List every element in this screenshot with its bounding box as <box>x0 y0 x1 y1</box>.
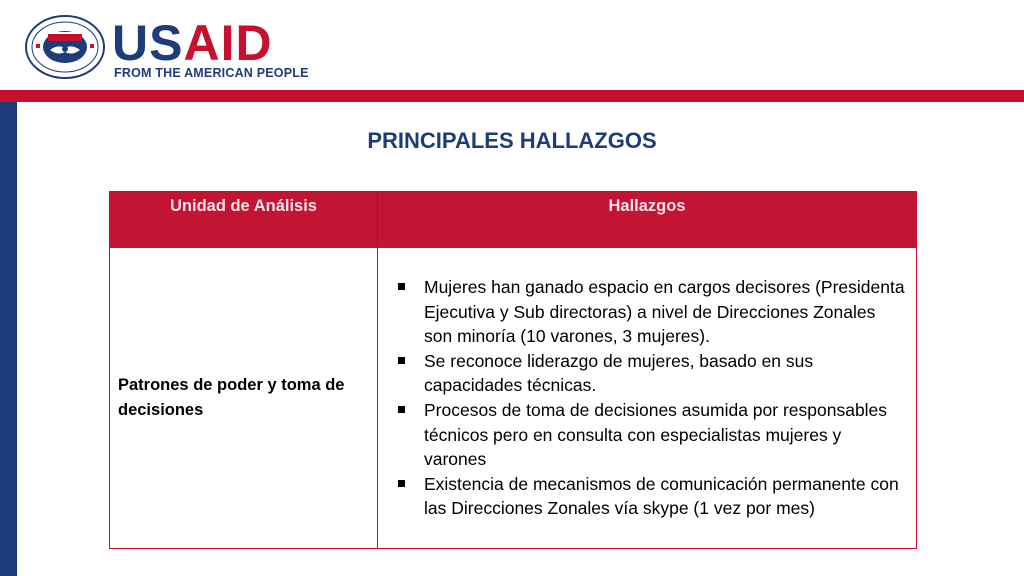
bullet-square-icon <box>398 283 405 290</box>
logo-tagline: FROM THE AMERICAN PEOPLE <box>114 66 309 80</box>
usaid-logo-text: USAID <box>112 15 273 71</box>
column-header-unit: Unidad de Análisis <box>110 192 378 248</box>
slide-title: PRINCIPALES HALLAZGOS <box>367 128 657 153</box>
findings-table <box>109 191 917 549</box>
table-row <box>110 248 917 549</box>
finding-text: Mujeres han ganado espacio en cargos decisores (Presidenta Ejecutiva y Sub directoras) a nivel de Direcciones Zonales son minoría (10 varones, 3 mujeres). <box>424 277 905 347</box>
findings-cell <box>378 248 917 549</box>
bullet-square-icon <box>398 357 405 364</box>
table-header-row <box>110 192 917 248</box>
list-item <box>390 472 908 521</box>
finding-text: Procesos de toma de decisiones asumida por responsables técnicos pero en consulta con especialistas mujeres y varones <box>424 400 888 470</box>
list-item <box>390 275 908 349</box>
list-item <box>390 398 908 472</box>
findings-list <box>390 275 908 521</box>
unit-cell: Patrones de poder y toma de decisiones <box>110 248 378 549</box>
navy-side-bar <box>0 102 17 576</box>
bullet-square-icon <box>398 480 405 487</box>
usaid-seal-icon <box>24 14 106 80</box>
column-header-findings: Hallazgos <box>378 192 917 248</box>
finding-text: Existencia de mecanismos de comunicación permanente con las Direcciones Zonales vía skype (1 vez por mes) <box>424 473 899 519</box>
list-item <box>390 349 908 398</box>
finding-text: Se reconoce liderazgo de mujeres, basado en sus capacidades técnicas. <box>424 350 814 396</box>
bullet-square-icon <box>398 406 405 413</box>
red-header-band <box>0 90 1024 102</box>
header <box>0 0 1024 90</box>
